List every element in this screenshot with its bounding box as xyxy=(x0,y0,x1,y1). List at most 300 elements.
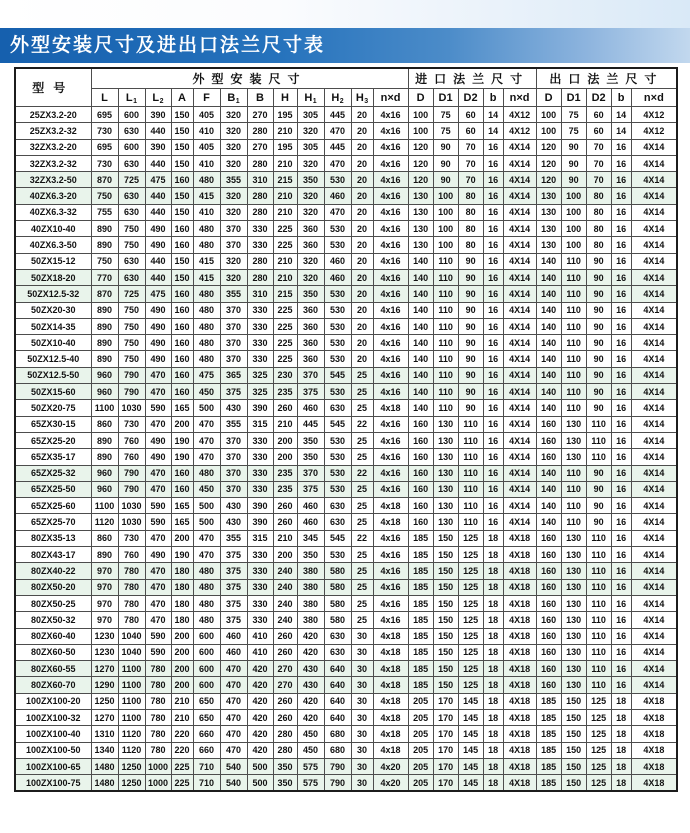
value-cell: 110 xyxy=(458,465,483,481)
table-row xyxy=(15,498,677,514)
value-cell: 185 xyxy=(408,530,433,546)
value-cell: 350 xyxy=(273,775,297,792)
value-cell: 240 xyxy=(273,612,297,628)
value-cell: 750 xyxy=(118,335,145,351)
value-cell: 330 xyxy=(247,302,273,318)
value-cell: 110 xyxy=(561,302,586,318)
value-cell: 90 xyxy=(458,253,483,269)
value-cell: 16 xyxy=(611,155,631,171)
value-cell: 4X14 xyxy=(631,400,677,416)
value-cell: 185 xyxy=(536,758,561,774)
value-cell: 545 xyxy=(324,416,351,432)
value-cell: 180 xyxy=(171,612,193,628)
value-cell: 1040 xyxy=(118,644,145,660)
value-cell: 4X14 xyxy=(631,318,677,334)
value-cell: 145 xyxy=(458,709,483,725)
value-cell: 240 xyxy=(273,579,297,595)
value-cell: 4X14 xyxy=(503,253,536,269)
table-row xyxy=(15,563,677,579)
value-cell: 460 xyxy=(220,644,247,660)
value-cell: 16 xyxy=(611,530,631,546)
value-cell: 680 xyxy=(324,742,351,758)
value-cell: 190 xyxy=(171,547,193,563)
value-cell: 4X14 xyxy=(631,302,677,318)
value-cell: 475 xyxy=(145,172,171,188)
value-cell: 145 xyxy=(458,758,483,774)
value-cell: 140 xyxy=(408,400,433,416)
model-cell: 80ZX35-13 xyxy=(15,530,91,546)
value-cell: 210 xyxy=(171,709,193,725)
value-cell: 280 xyxy=(247,123,273,139)
value-cell: 4X14 xyxy=(631,221,677,237)
column-header-inlet-d1: D1 xyxy=(433,89,458,107)
value-cell: 16 xyxy=(483,172,503,188)
value-cell: 110 xyxy=(458,498,483,514)
value-cell: 4x16 xyxy=(373,107,408,123)
value-cell: 4X18 xyxy=(503,563,536,579)
value-cell: 4x18 xyxy=(373,677,408,693)
value-cell: 16 xyxy=(611,595,631,611)
table-row xyxy=(15,318,677,334)
value-cell: 4X12 xyxy=(503,123,536,139)
value-cell: 440 xyxy=(145,253,171,269)
value-cell: 330 xyxy=(247,465,273,481)
value-cell: 110 xyxy=(561,498,586,514)
value-cell: 4X14 xyxy=(503,269,536,285)
value-cell: 170 xyxy=(433,709,458,725)
value-cell: 80 xyxy=(458,221,483,237)
value-cell: 725 xyxy=(118,172,145,188)
value-cell: 16 xyxy=(611,644,631,660)
value-cell: 180 xyxy=(171,563,193,579)
value-cell: 460 xyxy=(297,498,324,514)
value-cell: 140 xyxy=(536,400,561,416)
value-cell: 4x20 xyxy=(373,775,408,792)
value-cell: 16 xyxy=(611,465,631,481)
value-cell: 30 xyxy=(351,709,373,725)
group-header-outer-dimensions: 外型安装尺寸 xyxy=(91,68,408,89)
value-cell: 4X18 xyxy=(503,758,536,774)
value-cell: 960 xyxy=(91,384,118,400)
value-cell: 150 xyxy=(561,775,586,792)
value-cell: 160 xyxy=(171,318,193,334)
value-cell: 4x16 xyxy=(373,351,408,367)
table-row xyxy=(15,742,677,758)
value-cell: 160 xyxy=(408,465,433,481)
value-cell: 145 xyxy=(458,693,483,709)
value-cell: 165 xyxy=(171,400,193,416)
value-cell: 210 xyxy=(273,269,297,285)
table-row xyxy=(15,367,677,383)
value-cell: 4X12 xyxy=(631,107,677,123)
table-row xyxy=(15,628,677,644)
value-cell: 16 xyxy=(611,237,631,253)
value-cell: 150 xyxy=(171,107,193,123)
value-cell: 530 xyxy=(324,432,351,448)
value-cell: 1480 xyxy=(91,758,118,774)
value-cell: 130 xyxy=(536,237,561,253)
value-cell: 160 xyxy=(536,563,561,579)
value-cell: 780 xyxy=(118,612,145,628)
value-cell: 405 xyxy=(193,107,220,123)
value-cell: 185 xyxy=(408,579,433,595)
model-cell: 50ZX10-40 xyxy=(15,335,91,351)
value-cell: 90 xyxy=(561,155,586,171)
value-cell: 590 xyxy=(145,400,171,416)
model-cell: 40ZX6.3-50 xyxy=(15,237,91,253)
value-cell: 530 xyxy=(324,547,351,563)
value-cell: 16 xyxy=(611,514,631,530)
value-cell: 18 xyxy=(483,612,503,628)
value-cell: 440 xyxy=(145,155,171,171)
value-cell: 380 xyxy=(297,612,324,628)
value-cell: 460 xyxy=(297,400,324,416)
value-cell: 4X12 xyxy=(503,107,536,123)
value-cell: 150 xyxy=(433,677,458,693)
model-cell: 50ZX15-12 xyxy=(15,253,91,269)
value-cell: 110 xyxy=(561,481,586,497)
table-row xyxy=(15,221,677,237)
value-cell: 4X14 xyxy=(631,139,677,155)
value-cell: 210 xyxy=(171,693,193,709)
value-cell: 75 xyxy=(561,123,586,139)
value-cell: 90 xyxy=(586,514,611,530)
value-cell: 160 xyxy=(536,595,561,611)
table-row xyxy=(15,384,677,400)
value-cell: 890 xyxy=(91,432,118,448)
value-cell: 4x18 xyxy=(373,742,408,758)
value-cell: 90 xyxy=(586,400,611,416)
value-cell: 110 xyxy=(586,661,611,677)
value-cell: 470 xyxy=(193,432,220,448)
value-cell: 4X18 xyxy=(503,612,536,628)
value-cell: 4x16 xyxy=(373,547,408,563)
value-cell: 890 xyxy=(91,237,118,253)
value-cell: 160 xyxy=(536,449,561,465)
value-cell: 460 xyxy=(297,514,324,530)
value-cell: 16 xyxy=(483,221,503,237)
column-header-outer-b: B xyxy=(247,89,273,107)
value-cell: 325 xyxy=(247,367,273,383)
value-cell: 280 xyxy=(247,188,273,204)
value-cell: 360 xyxy=(297,318,324,334)
value-cell: 140 xyxy=(536,286,561,302)
value-cell: 60 xyxy=(586,123,611,139)
value-cell: 140 xyxy=(536,253,561,269)
value-cell: 225 xyxy=(273,237,297,253)
value-cell: 630 xyxy=(118,123,145,139)
value-cell: 780 xyxy=(145,709,171,725)
value-cell: 160 xyxy=(408,514,433,530)
value-cell: 90 xyxy=(458,302,483,318)
value-cell: 4X14 xyxy=(503,188,536,204)
value-cell: 390 xyxy=(247,498,273,514)
model-cell: 65ZX25-60 xyxy=(15,498,91,514)
value-cell: 725 xyxy=(118,286,145,302)
value-cell: 205 xyxy=(408,742,433,758)
value-cell: 4X18 xyxy=(503,547,536,563)
value-cell: 575 xyxy=(297,758,324,774)
value-cell: 4X18 xyxy=(503,677,536,693)
value-cell: 16 xyxy=(611,188,631,204)
value-cell: 4X14 xyxy=(503,139,536,155)
value-cell: 110 xyxy=(433,269,458,285)
value-cell: 80 xyxy=(458,237,483,253)
value-cell: 22 xyxy=(351,530,373,546)
value-cell: 4x18 xyxy=(373,709,408,725)
value-cell: 150 xyxy=(433,644,458,660)
model-cell: 80ZX60-55 xyxy=(15,661,91,677)
value-cell: 130 xyxy=(433,416,458,432)
table-row xyxy=(15,123,677,139)
value-cell: 4X14 xyxy=(503,335,536,351)
value-cell: 350 xyxy=(297,547,324,563)
value-cell: 780 xyxy=(118,563,145,579)
value-cell: 790 xyxy=(324,758,351,774)
value-cell: 450 xyxy=(297,742,324,758)
value-cell: 1030 xyxy=(118,514,145,530)
value-cell: 110 xyxy=(433,302,458,318)
value-cell: 110 xyxy=(458,449,483,465)
value-cell: 410 xyxy=(193,155,220,171)
value-cell: 110 xyxy=(586,677,611,693)
value-cell: 530 xyxy=(324,286,351,302)
value-cell: 20 xyxy=(351,351,373,367)
value-cell: 18 xyxy=(483,693,503,709)
value-cell: 530 xyxy=(324,318,351,334)
value-cell: 1290 xyxy=(91,677,118,693)
value-cell: 4X14 xyxy=(631,172,677,188)
table-row xyxy=(15,758,677,774)
value-cell: 1120 xyxy=(118,742,145,758)
value-cell: 305 xyxy=(297,107,324,123)
value-cell: 205 xyxy=(408,775,433,792)
table-row xyxy=(15,286,677,302)
column-header-outlet-d1: D1 xyxy=(561,89,586,107)
model-cell: 100ZX100-75 xyxy=(15,775,91,792)
value-cell: 30 xyxy=(351,693,373,709)
value-cell: 650 xyxy=(193,709,220,725)
value-cell: 16 xyxy=(483,351,503,367)
value-cell: 490 xyxy=(145,547,171,563)
value-cell: 325 xyxy=(247,384,273,400)
table-row xyxy=(15,579,677,595)
model-cell: 100ZX100-32 xyxy=(15,709,91,725)
value-cell: 410 xyxy=(247,628,273,644)
value-cell: 4X14 xyxy=(631,628,677,644)
value-cell: 16 xyxy=(611,335,631,351)
value-cell: 140 xyxy=(536,481,561,497)
value-cell: 600 xyxy=(193,628,220,644)
value-cell: 270 xyxy=(247,107,273,123)
value-cell: 390 xyxy=(247,514,273,530)
column-header-outer-a: A xyxy=(171,89,193,107)
value-cell: 1100 xyxy=(118,709,145,725)
column-header-inlet-n×d: n×d xyxy=(503,89,536,107)
value-cell: 330 xyxy=(247,481,273,497)
value-cell: 120 xyxy=(408,155,433,171)
value-cell: 1040 xyxy=(118,628,145,644)
value-cell: 150 xyxy=(433,612,458,628)
value-cell: 180 xyxy=(171,579,193,595)
value-cell: 18 xyxy=(483,644,503,660)
value-cell: 16 xyxy=(483,400,503,416)
value-cell: 260 xyxy=(273,644,297,660)
value-cell: 370 xyxy=(220,335,247,351)
column-header-inlet-b: b xyxy=(483,89,503,107)
value-cell: 640 xyxy=(324,677,351,693)
value-cell: 330 xyxy=(247,612,273,628)
value-cell: 420 xyxy=(297,709,324,725)
value-cell: 1340 xyxy=(91,742,118,758)
value-cell: 330 xyxy=(247,351,273,367)
value-cell: 500 xyxy=(193,514,220,530)
value-cell: 20 xyxy=(351,269,373,285)
value-cell: 375 xyxy=(220,384,247,400)
value-cell: 110 xyxy=(433,318,458,334)
value-cell: 125 xyxy=(458,579,483,595)
value-cell: 110 xyxy=(586,416,611,432)
value-cell: 470 xyxy=(145,530,171,546)
value-cell: 4x16 xyxy=(373,139,408,155)
value-cell: 470 xyxy=(145,579,171,595)
value-cell: 90 xyxy=(433,172,458,188)
value-cell: 140 xyxy=(408,302,433,318)
value-cell: 125 xyxy=(586,726,611,742)
value-cell: 600 xyxy=(118,139,145,155)
value-cell: 130 xyxy=(561,530,586,546)
model-cell: 100ZX100-50 xyxy=(15,742,91,758)
value-cell: 430 xyxy=(297,661,324,677)
value-cell: 320 xyxy=(220,269,247,285)
value-cell: 315 xyxy=(247,416,273,432)
value-cell: 1250 xyxy=(118,775,145,792)
value-cell: 750 xyxy=(118,351,145,367)
value-cell: 140 xyxy=(408,253,433,269)
value-cell: 200 xyxy=(171,677,193,693)
value-cell: 280 xyxy=(247,253,273,269)
value-cell: 18 xyxy=(483,628,503,644)
value-cell: 710 xyxy=(193,758,220,774)
value-cell: 110 xyxy=(586,563,611,579)
value-cell: 470 xyxy=(145,595,171,611)
value-cell: 1100 xyxy=(118,661,145,677)
model-cell: 80ZX43-17 xyxy=(15,547,91,563)
page-title: 外型安装尺寸及进出口法兰尺寸表 xyxy=(10,35,326,56)
value-cell: 18 xyxy=(483,563,503,579)
value-cell: 870 xyxy=(91,172,118,188)
value-cell: 4X14 xyxy=(631,612,677,628)
value-cell: 4X18 xyxy=(503,644,536,660)
value-cell: 160 xyxy=(171,221,193,237)
value-cell: 315 xyxy=(247,530,273,546)
value-cell: 545 xyxy=(324,530,351,546)
value-cell: 70 xyxy=(586,139,611,155)
value-cell: 90 xyxy=(586,286,611,302)
value-cell: 25 xyxy=(351,563,373,579)
value-cell: 430 xyxy=(220,400,247,416)
table-row xyxy=(15,155,677,171)
value-cell: 470 xyxy=(324,123,351,139)
value-cell: 350 xyxy=(297,449,324,465)
value-cell: 125 xyxy=(458,644,483,660)
value-cell: 125 xyxy=(586,693,611,709)
value-cell: 16 xyxy=(483,481,503,497)
value-cell: 4X18 xyxy=(503,709,536,725)
value-cell: 305 xyxy=(297,139,324,155)
value-cell: 16 xyxy=(483,302,503,318)
value-cell: 310 xyxy=(247,286,273,302)
value-cell: 185 xyxy=(408,677,433,693)
value-cell: 330 xyxy=(247,237,273,253)
value-cell: 90 xyxy=(458,269,483,285)
column-header-outer-h2: H2 xyxy=(324,89,351,107)
value-cell: 20 xyxy=(351,204,373,220)
value-cell: 4X14 xyxy=(631,351,677,367)
value-cell: 1250 xyxy=(118,758,145,774)
value-cell: 90 xyxy=(458,367,483,383)
value-cell: 4X18 xyxy=(631,709,677,725)
value-cell: 125 xyxy=(458,628,483,644)
table-row xyxy=(15,416,677,432)
value-cell: 415 xyxy=(193,253,220,269)
value-cell: 125 xyxy=(458,661,483,677)
value-cell: 185 xyxy=(536,742,561,758)
value-cell: 410 xyxy=(247,644,273,660)
value-cell: 470 xyxy=(324,204,351,220)
value-cell: 1000 xyxy=(145,775,171,792)
value-cell: 18 xyxy=(483,661,503,677)
value-cell: 140 xyxy=(536,384,561,400)
value-cell: 160 xyxy=(171,465,193,481)
value-cell: 70 xyxy=(458,139,483,155)
value-cell: 16 xyxy=(611,351,631,367)
model-cell: 50ZX20-75 xyxy=(15,400,91,416)
model-cell: 32ZX3.2-50 xyxy=(15,172,91,188)
value-cell: 530 xyxy=(324,351,351,367)
value-cell: 695 xyxy=(91,107,118,123)
value-cell: 70 xyxy=(458,172,483,188)
value-cell: 130 xyxy=(433,498,458,514)
value-cell: 4x16 xyxy=(373,563,408,579)
value-cell: 270 xyxy=(247,139,273,155)
value-cell: 480 xyxy=(193,302,220,318)
value-cell: 165 xyxy=(171,514,193,530)
value-cell: 780 xyxy=(118,595,145,611)
value-cell: 130 xyxy=(561,677,586,693)
value-cell: 16 xyxy=(483,384,503,400)
value-cell: 160 xyxy=(536,579,561,595)
value-cell: 4X14 xyxy=(503,400,536,416)
column-header-outer-l1: L1 xyxy=(118,89,145,107)
value-cell: 90 xyxy=(586,253,611,269)
value-cell: 630 xyxy=(324,628,351,644)
value-cell: 4X14 xyxy=(631,530,677,546)
value-cell: 100 xyxy=(433,221,458,237)
value-cell: 150 xyxy=(171,204,193,220)
value-cell: 18 xyxy=(483,742,503,758)
value-cell: 125 xyxy=(586,758,611,774)
value-cell: 4X14 xyxy=(631,384,677,400)
value-cell: 150 xyxy=(433,579,458,595)
value-cell: 185 xyxy=(408,595,433,611)
value-cell: 125 xyxy=(458,612,483,628)
value-cell: 90 xyxy=(586,481,611,497)
value-cell: 4X14 xyxy=(631,644,677,660)
table-row xyxy=(15,547,677,563)
value-cell: 780 xyxy=(145,726,171,742)
value-cell: 370 xyxy=(220,465,247,481)
